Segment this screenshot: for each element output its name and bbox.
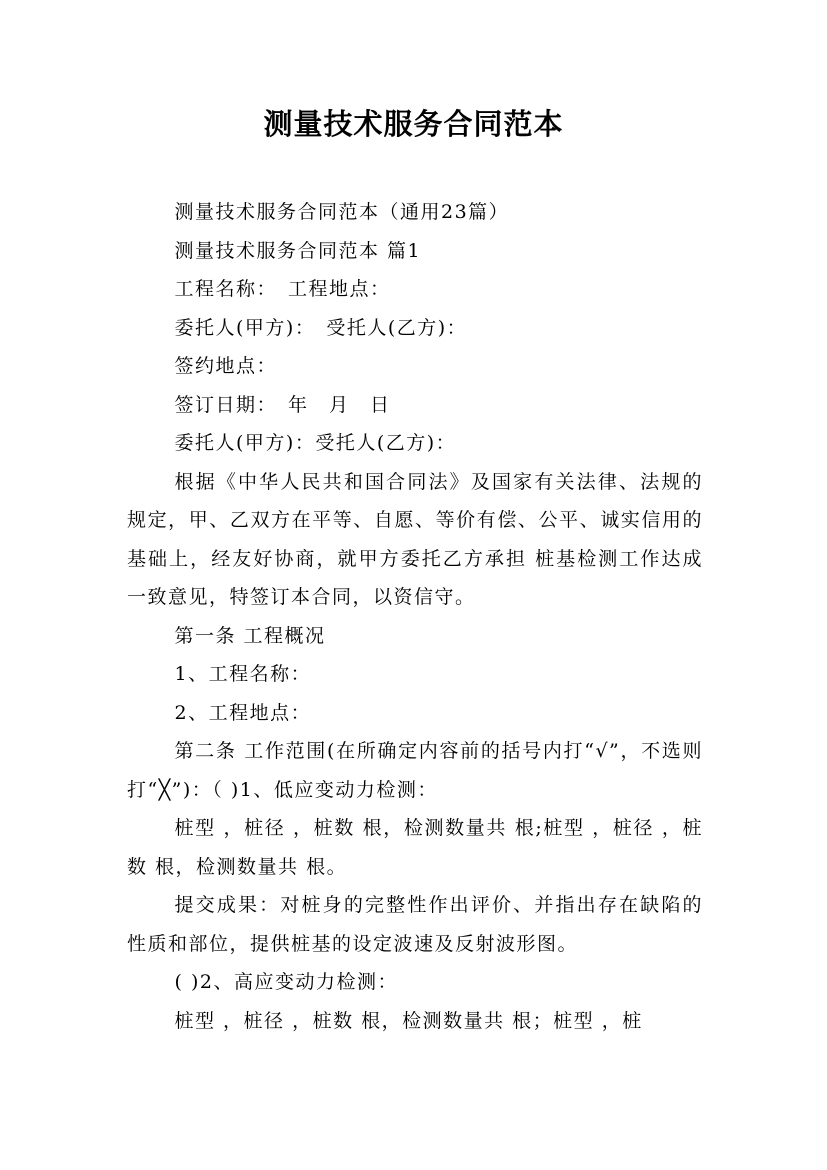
- paragraph-high-strain: ( )2、高应变动力检测：: [174, 971, 398, 993]
- document-title: 测量技术服务合同范本: [263, 107, 564, 141]
- paragraph-parties: 委托人(甲方)： 受托人(乙方)：: [174, 316, 468, 339]
- paragraph-subtitle: 测量技术服务合同范本（通用23篇）: [174, 201, 510, 223]
- paragraph-pile-spec-1: 桩型 ，桩径 ，桩数 根，检测数量共 根;桩型 ，桩径 ，桩数 根，检测数量共 根。: [127, 817, 703, 878]
- paragraph-section-heading: 测量技术服务合同范本 篇1: [174, 239, 422, 262]
- paragraph-signing-place: 签约地点：: [174, 355, 278, 377]
- paragraph-deliverables: 提交成果：对桩身的完整性作出评价、并指出存在缺陷的性质和部位，提供桩基的设定波速及反射波形图。: [127, 894, 703, 955]
- paragraph-project-name: 1、工程名称：: [174, 663, 312, 685]
- paragraph-project-location: 2、工程地点：: [174, 701, 312, 724]
- document-body: [127, 193, 703, 1040]
- paragraph-preamble: 根据《中华人民共和国合同法》及国家有关法律、法规的规定，甲、乙双方在平等、自愿、等价有偿、公平、诚实信用的基础上，经友好协商，就甲方委托乙方承担 桩基检测工作达成一致意见，特签订本合同，以资信守。: [127, 470, 703, 608]
- paragraph-parties-repeat: 委托人(甲方)：受托人(乙方)：: [174, 432, 457, 454]
- paragraph-article-1: 第一条 工程概况: [174, 624, 326, 647]
- paragraph-article-2: 第二条 工作范围(在所确定内容前的括号内打“√”，不选则打“╳”)：（ )1、低应变动力检测：: [127, 740, 703, 801]
- paragraph-project-fields: 工程名称： 工程地点：: [174, 278, 391, 300]
- paragraph-pile-spec-2: 桩型 ，桩径 ，桩数 根，检测数量共 根；桩型 ，桩: [174, 1009, 643, 1032]
- paragraph-signing-date: 签订日期： 年 月 日: [174, 393, 391, 416]
